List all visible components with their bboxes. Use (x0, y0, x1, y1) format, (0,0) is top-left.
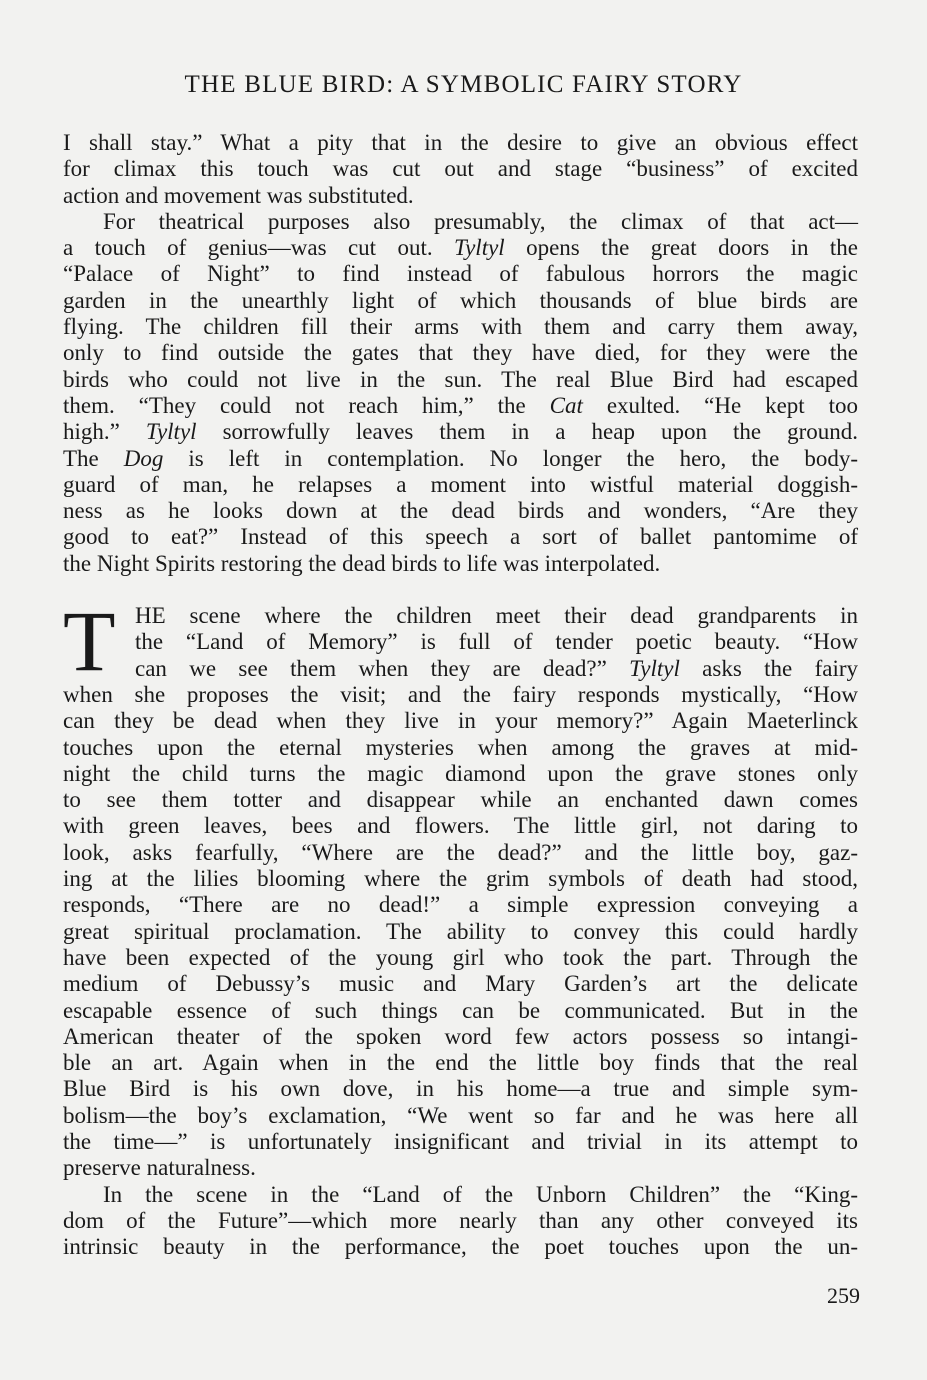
text-line: responds, “There are no dead!” a simple expression conveying a (63, 892, 858, 918)
text-line: American theater of the spoken word few actors possess so intangi- (63, 1023, 858, 1049)
text-line: garden in the unearthly light of which thousands of blue birds are (63, 287, 858, 313)
text-line: the Night Spirits restoring the dead birds to life was interpolated. (63, 550, 661, 576)
text-line: a touch of genius—was cut out. Tyltyl opens the great doors in the (63, 235, 858, 261)
text-line: Blue Bird is his own dove, in his home—a true and simple sym- (63, 1076, 858, 1102)
text-line: to see them totter and disappear while an enchanted dawn comes (63, 787, 858, 813)
text-line: preserve naturalness. (63, 1155, 256, 1181)
section-break (63, 577, 858, 603)
text-line: the “Land of Memory” is full of tender poetic beauty. “How (135, 629, 858, 655)
text-line: For theatrical purposes also presumably, the climax of that act— (103, 208, 858, 234)
running-head: THE BLUE BIRD: A SYMBOLIC FAIRY STORY (184, 71, 743, 98)
text-line: action and movement was substituted. (63, 182, 414, 208)
page-number: 259 (827, 1283, 860, 1308)
text-line: good to eat?” Instead of this speech a sort of ballet pantomime of (63, 524, 858, 550)
text-line: only to find outside the gates that they have died, for they were the (63, 340, 858, 366)
text-line: can they be dead when they live in your memory?” Again Maeterlinck (63, 708, 858, 734)
text-line: ness as he looks down at the dead birds and wonders, “Are they (63, 498, 858, 524)
text-line: with green leaves, bees and flowers. The little girl, not daring to (63, 813, 858, 839)
text-line: guard of man, he relapses a moment into wistful material doggish- (63, 471, 858, 497)
text-line: great spiritual proclamation. The ability to convey this could hardly (63, 918, 858, 944)
text-line: flying. The children fill their arms with them and carry them away, (63, 314, 858, 340)
text-line: In the scene in the “Land of the Unborn Children” the “King- (103, 1181, 858, 1207)
paragraph-2 (63, 209, 858, 577)
paragraph-3 (63, 593, 858, 1182)
drop-cap: T (63, 593, 116, 690)
text-line: HE scene where the children meet their dead grandparents in (135, 603, 858, 629)
text-line: intrinsic beauty in the performance, the poet touches upon the un- (63, 1234, 858, 1260)
text-line: night the child turns the magic diamond upon the grave stones only (63, 760, 858, 786)
text-line: The Dog is left in contemplation. No longer the hero, the body- (63, 445, 858, 471)
text-line: dom of the Future”—which more nearly than any other conveyed its (63, 1207, 858, 1233)
text-line: them. “They could not reach him,” the Cat exulted. “He kept too (63, 392, 858, 418)
paragraph-4 (63, 1182, 858, 1261)
text-line: high.” Tyltyl sorrowfully leaves them in a heap upon the ground. (63, 419, 858, 445)
text-line: ble an art. Again when in the end the little boy finds that the real (63, 1050, 858, 1076)
body-text (63, 130, 858, 1260)
paragraph-1 (63, 130, 858, 209)
text-line: for climax this touch was cut out and stage “business” of excited (63, 156, 858, 182)
text-line: I shall stay.” What a pity that in the desire to give an obvious effect (63, 130, 858, 155)
text-line: “Palace of Night” to find instead of fabulous horrors the magic (63, 261, 858, 287)
text-line: medium of Debussy’s music and Mary Garden’s art the delicate (63, 971, 858, 997)
text-line: the time—” is unfortunately insignificant and trivial in its attempt to (63, 1128, 858, 1154)
text-line: escapable essence of such things can be communicated. But in the (63, 997, 858, 1023)
text-line: look, asks fearfully, “Where are the dead?” and the little boy, gaz- (63, 839, 858, 865)
text-line: birds who could not live in the sun. The real Blue Bird had escaped (63, 366, 858, 392)
text-line: can we see them when they are dead?” Tyltyl asks the fairy (135, 655, 858, 681)
text-line: ing at the lilies blooming where the grim symbols of death had stood, (63, 866, 858, 892)
text-line: bolism—the boy’s exclamation, “We went so far and he was here all (63, 1102, 858, 1128)
text-line: when she proposes the visit; and the fairy responds mystically, “How (63, 681, 858, 707)
text-line: touches upon the eternal mysteries when among the graves at mid- (63, 734, 858, 760)
text-line: have been expected of the young girl who took the part. Through the (63, 944, 858, 970)
